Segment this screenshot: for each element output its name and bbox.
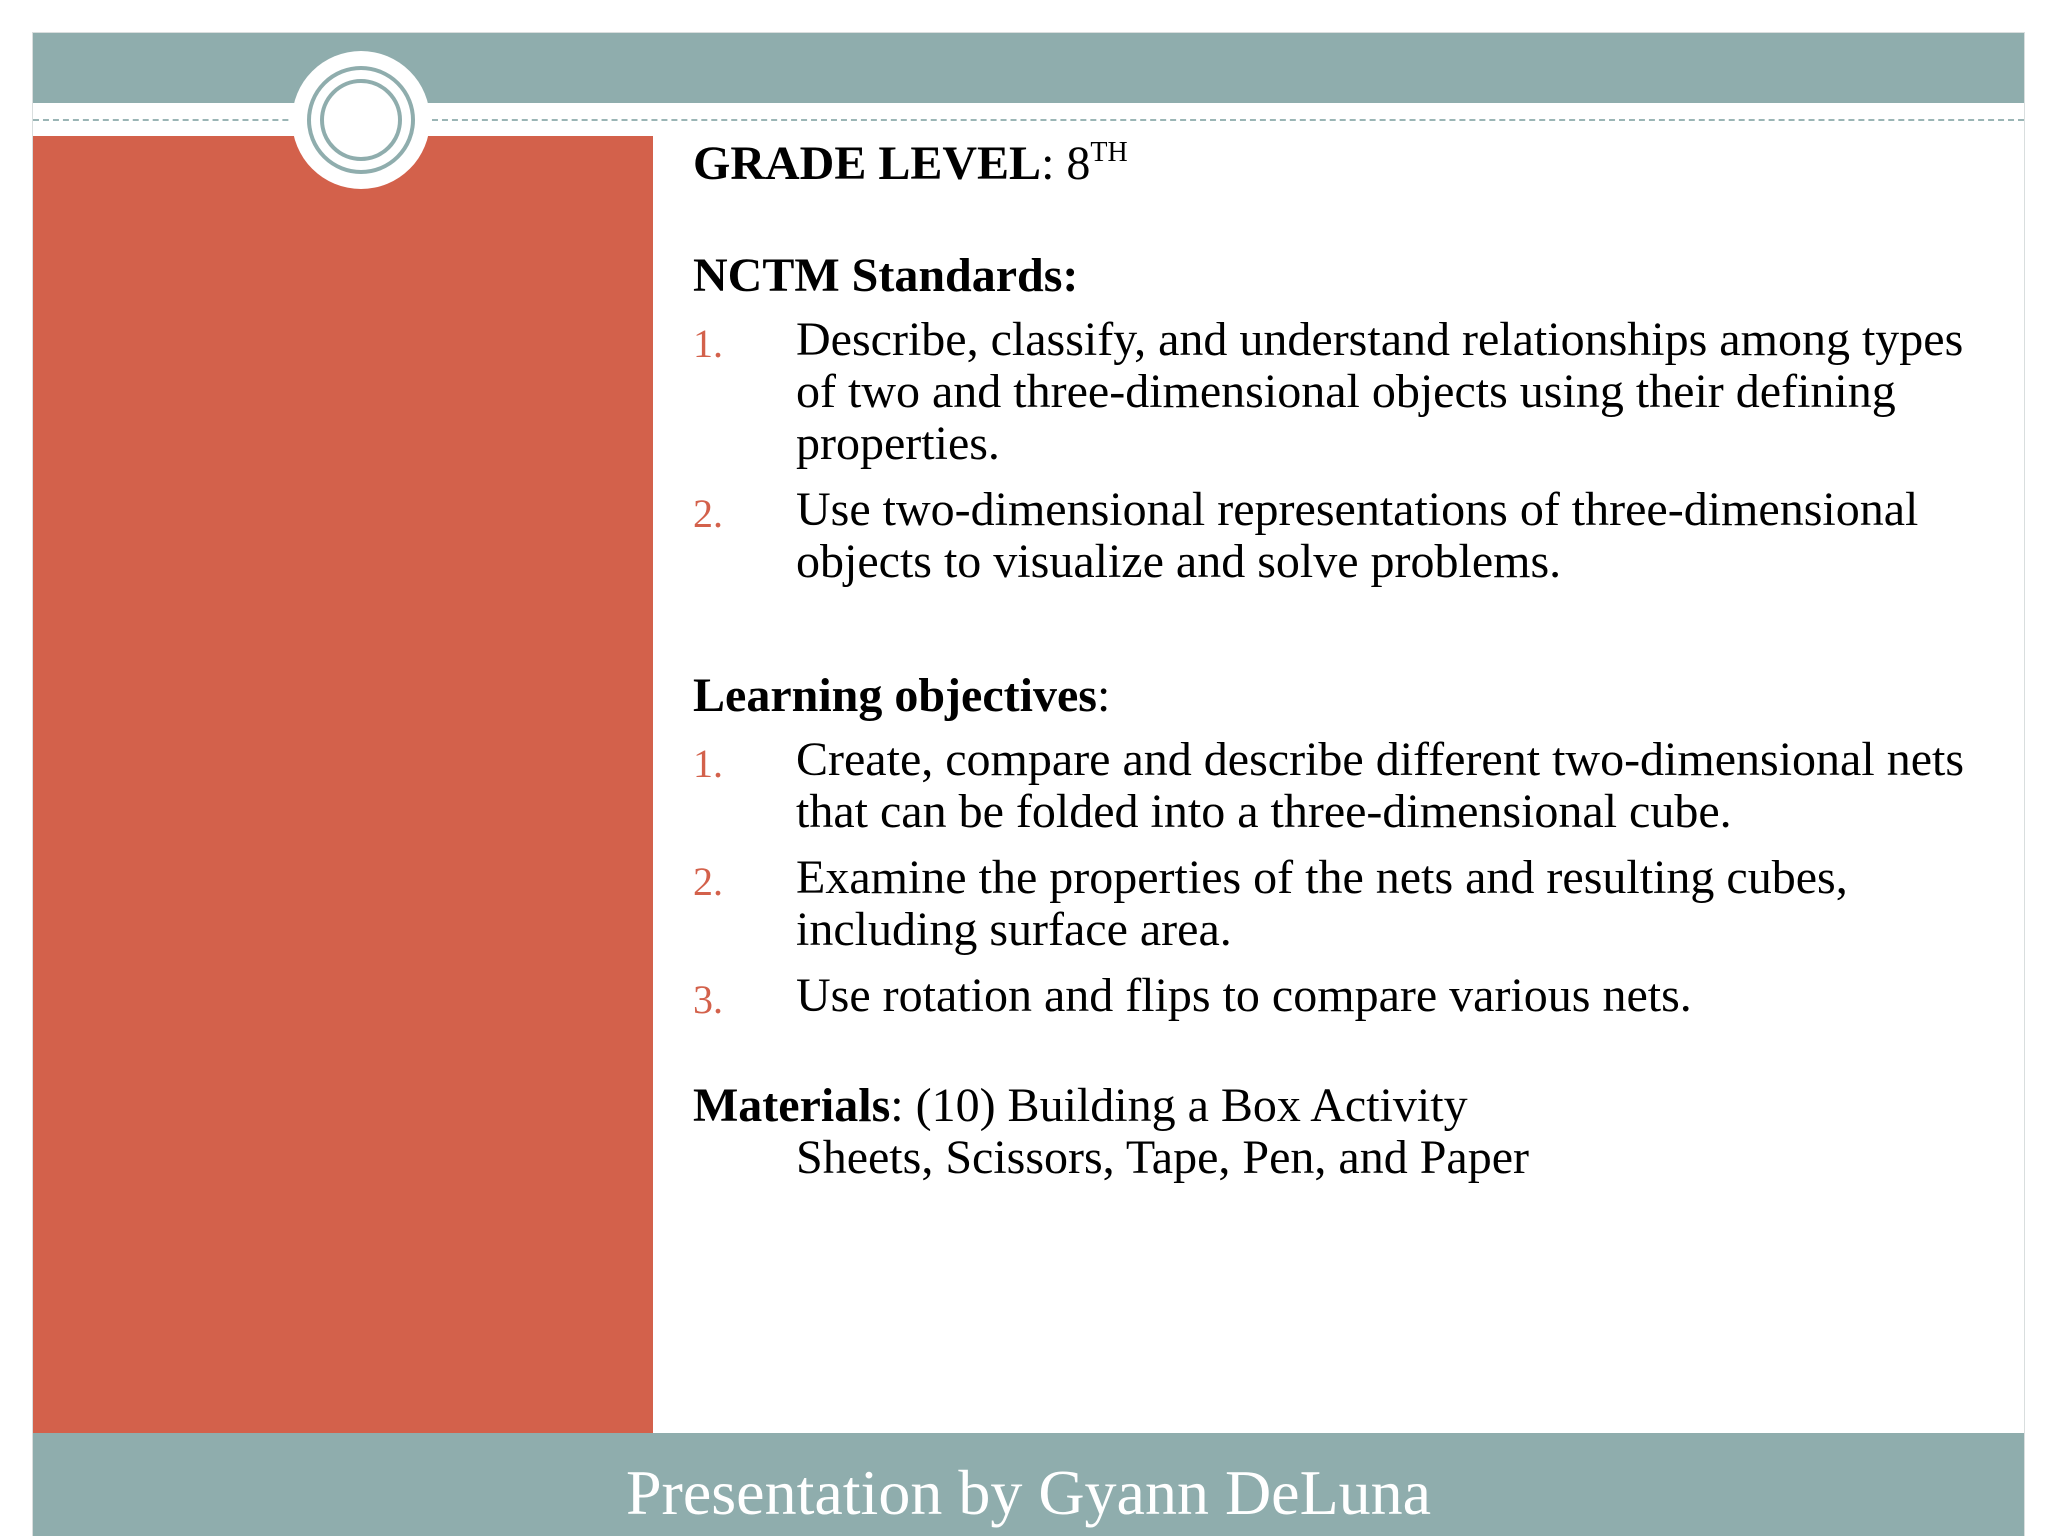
list-text: Use rotation and flips to compare various nets. <box>796 969 1692 1022</box>
objectives-list <box>693 734 1993 1022</box>
standards-heading: NCTM Standards: <box>693 249 1079 302</box>
objectives-heading-line <box>693 670 1993 722</box>
materials-line-two: Sheets, Scissors, Tape, Pen, and Paper <box>796 1131 1529 1184</box>
list-item <box>693 734 1993 838</box>
slide <box>33 33 2024 1536</box>
grade-level-value: 8 <box>1066 137 1091 190</box>
list-text: Use two-dimensional representations of three-dimensional objects to visualize and solve problems. <box>796 483 1919 588</box>
standards-list <box>693 314 1993 588</box>
list-number: 1. <box>693 741 723 786</box>
materials-label: Materials <box>693 1079 891 1132</box>
list-number: 2. <box>693 859 723 904</box>
footer-presenter-credit: Presentation by Gyann DeLuna <box>625 1457 1432 1528</box>
list-text: Create, compare and describe different two-dimensional nets that can be folded into a three-dimensional cube. <box>796 733 1965 838</box>
objectives-heading: Learning objectives <box>693 669 1097 722</box>
list-item <box>693 852 1993 956</box>
materials-line <box>693 1080 1993 1184</box>
grade-level-label: GRADE LEVEL <box>693 137 1042 190</box>
list-item <box>693 314 1993 470</box>
list-text: Describe, classify, and understand relationships among types of two and three-dimensional objects using their defining properties. <box>796 313 1964 470</box>
slide-content <box>693 138 1993 1184</box>
list-number: 1. <box>693 321 723 366</box>
list-text: Examine the properties of the nets and resulting cubes, including surface area. <box>796 851 1848 956</box>
bottom-band <box>33 1433 2024 1536</box>
list-number: 2. <box>693 491 723 536</box>
left-accent-panel <box>33 136 653 1433</box>
circle-ornament-icon <box>292 51 430 189</box>
materials-line-one: : (10) Building a Box Activity <box>890 1079 1468 1132</box>
grade-level-line <box>693 138 1993 190</box>
list-number: 3. <box>693 977 723 1022</box>
list-item <box>693 970 1993 1022</box>
grade-level-separator: : <box>1041 137 1067 190</box>
objectives-colon: : <box>1096 669 1111 722</box>
grade-level-superscript: TH <box>1090 137 1128 168</box>
list-item <box>693 484 1993 588</box>
